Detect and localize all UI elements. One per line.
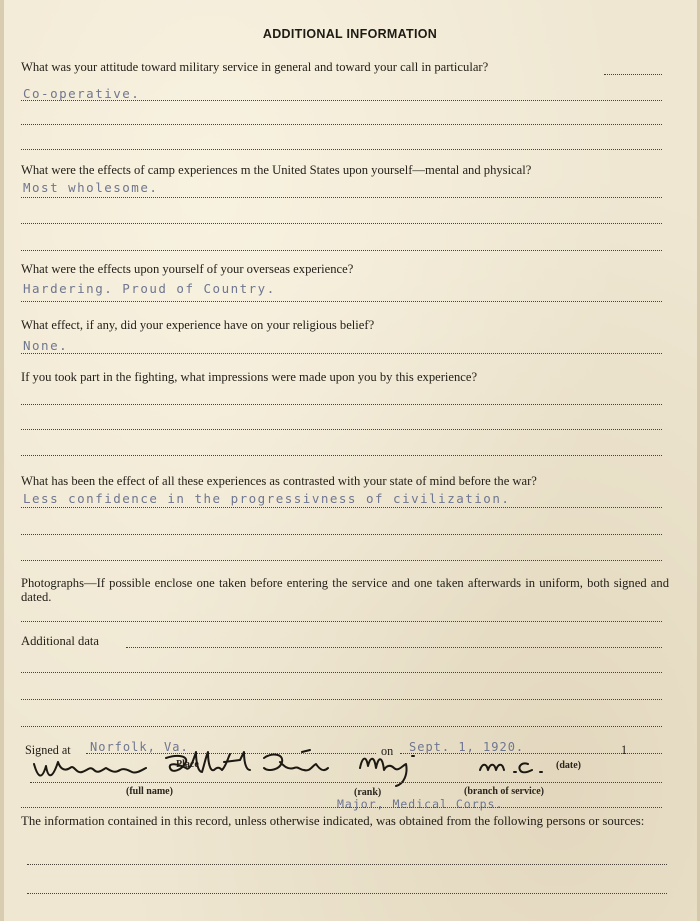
answer-line xyxy=(21,699,662,700)
place-label: Place xyxy=(176,759,199,770)
answer-line xyxy=(21,429,662,430)
answer-line xyxy=(21,621,662,622)
answer-line xyxy=(604,74,662,75)
answer-line xyxy=(21,353,662,354)
photographs-instruction: Photographs—If possible enclose one taken before entering the service and one taken afterwards in uniform, both signed and dated. xyxy=(21,576,669,604)
answer-overseas: Hardering. Proud of Country. xyxy=(23,281,276,296)
answer-line xyxy=(126,647,662,648)
answer-line xyxy=(21,124,662,125)
answer-line xyxy=(21,807,662,808)
answer-line xyxy=(21,404,662,405)
answer-line xyxy=(21,726,662,727)
answer-line xyxy=(21,250,662,251)
answer-line xyxy=(27,864,667,865)
answer-line xyxy=(21,560,662,561)
year-digit: 1 xyxy=(621,743,628,757)
question-attitude: What was your attitude toward military service in general and toward your call in particular? xyxy=(21,60,489,74)
additional-data-label: Additional data xyxy=(21,634,99,648)
answer-line xyxy=(21,197,662,198)
name-line xyxy=(30,782,662,783)
on-label: on xyxy=(381,744,394,758)
page-title: ADDITIONAL INFORMATION xyxy=(262,27,438,41)
question-camp: What were the effects of camp experiences m the United States upon yourself—mental and physical? xyxy=(21,163,532,177)
answer-line xyxy=(21,534,662,535)
date-label: (date) xyxy=(556,760,581,771)
answer-camp: Most wholesome. xyxy=(23,180,159,195)
question-overseas: What were the effects upon yourself of your overseas experience? xyxy=(21,262,354,276)
full-name-label: (full name) xyxy=(126,786,173,797)
question-religious: What effect, if any, did your experience have on your religious belief? xyxy=(21,318,375,332)
answer-line xyxy=(21,301,662,302)
answer-line xyxy=(21,149,662,150)
sources-instruction: The information contained in this record, unless otherwise indicated, was obtained from the following persons or sources: xyxy=(21,814,645,828)
date-value: Sept. 1, 1920. xyxy=(409,740,525,754)
answer-line xyxy=(27,893,667,894)
rank-label: (rank) xyxy=(354,787,382,798)
question-contrast: What has been the effect of all these experiences as contrasted with your state of mind before the war? xyxy=(21,474,537,488)
place-value: Norfolk, Va. xyxy=(90,740,189,754)
answer-attitude: Co-operative. xyxy=(23,86,141,101)
answer-line xyxy=(21,672,662,673)
branch-label: (branch of service) xyxy=(464,786,544,797)
answer-religious: None. xyxy=(23,338,69,353)
question-fighting: If you took part in the fighting, what impressions were made upon you by this experience? xyxy=(21,370,478,384)
answer-contrast: Less confidence in the progressivness of civilization. xyxy=(23,491,511,506)
signed-at-label: Signed at xyxy=(25,743,71,757)
answer-line xyxy=(21,100,662,101)
answer-line xyxy=(21,455,662,456)
answer-line xyxy=(21,507,662,508)
rank-branch-typed: Major, Medical Corps. xyxy=(337,797,504,811)
answer-line xyxy=(21,223,662,224)
